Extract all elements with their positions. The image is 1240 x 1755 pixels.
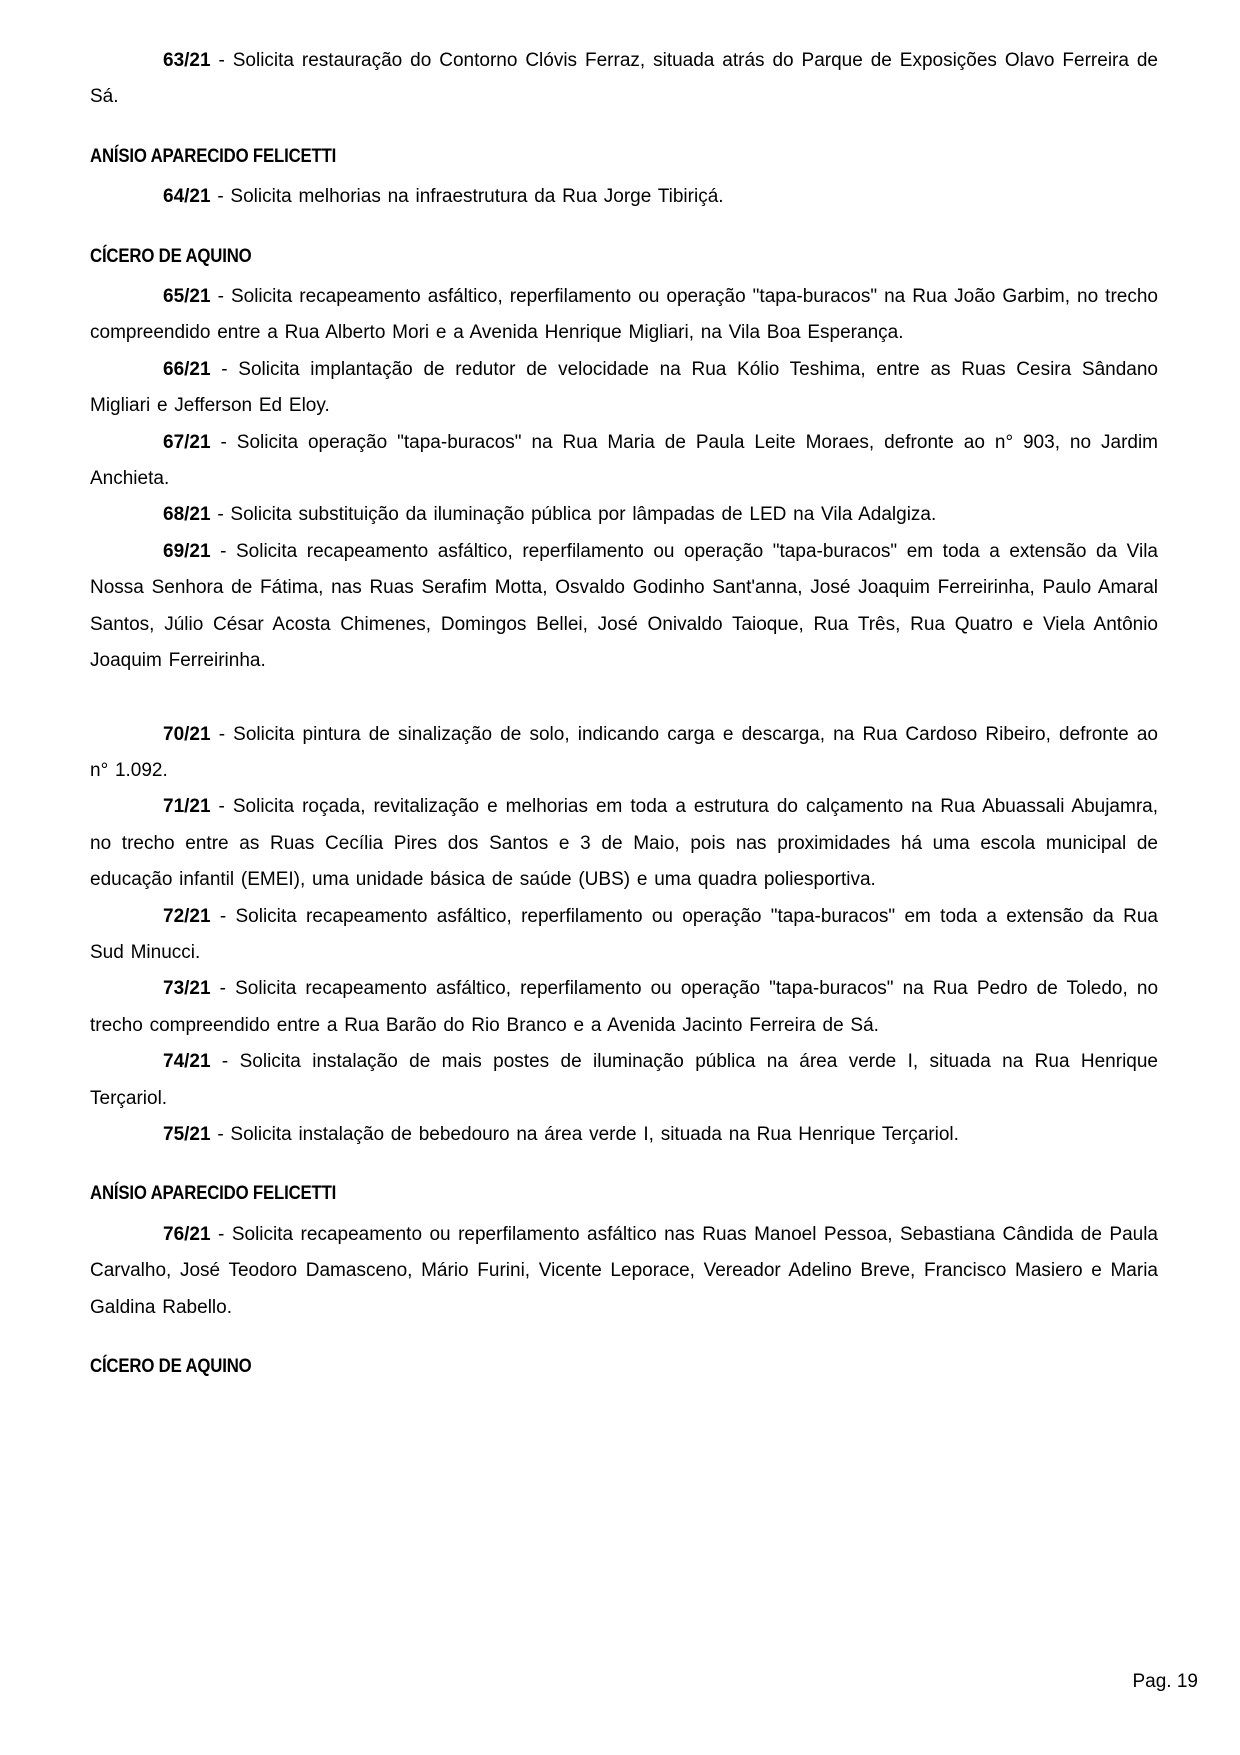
indication-number: 70/21 (163, 723, 211, 745)
author-name: ANÍSIO APARECIDO FELICETTI (90, 144, 337, 167)
indication-68-21 (90, 497, 1158, 533)
indication-74-21 (90, 1044, 1158, 1117)
indication-number: 65/21 (163, 286, 211, 308)
indication-text: - Solicita recapeamento asfáltico, reperfilamento ou operação "tapa-buracos" na Rua Pedro de Toledo, no trecho compreendido entre a Rua Barão do Rio Branco e a Avenida Jacinto Ferreira de Sá. (90, 978, 1159, 1036)
indication-text: - Solicita recapeamento asfáltico, reperfilamento ou operação "tapa-buracos" na Rua João Garbim, no trecho compreendido entre a Rua Alberto Mori e a Avenida Henrique Migliari, na Vila Boa Esperança. (90, 286, 1158, 344)
indication-70-21 (90, 717, 1158, 790)
indication-text: - Solicita pintura de sinalização de solo, indicando carga e descarga, na Rua Cardoso Ribeiro, defronte ao n° 1.092. (90, 723, 1158, 781)
indication-text: - Solicita operação "tapa-buracos" na Rua Maria de Paula Leite Moraes, defronte ao n° 903, no Jardim Anchieta. (90, 431, 1159, 490)
indication-73-21 (90, 971, 1158, 1044)
indication-71-21 (90, 789, 1158, 898)
indication-number: 66/21 (163, 358, 211, 380)
indication-text: - Solicita restauração do Contorno Clóvis Ferraz, situada atrás do Parque de Exposições Olavo Ferreira de Sá. (90, 50, 1158, 108)
page-number: Pag. 19 (1132, 1671, 1198, 1692)
indication-text: - Solicita substituição da iluminação pública por lâmpadas de LED na Vila Adalgiza. (217, 504, 937, 526)
indication-number: 71/21 (163, 796, 211, 818)
indication-67-21 (90, 425, 1158, 498)
author-name: CÍCERO DE AQUINO (90, 1355, 252, 1377)
indication-66-21 (90, 352, 1158, 425)
indication-text: - Solicita instalação de mais postes de iluminação pública na área verde I, situada na Rua Henrique Terçariol. (90, 1051, 1158, 1109)
author-heading-cicero-de-aquino-2 (90, 1348, 1158, 1384)
author-heading-anisio-aparecido-felicetti (90, 138, 1158, 174)
indication-text: - Solicita recapeamento asfáltico, reperfilamento ou operação "tapa-buracos" em toda a extensão da Vila Nossa Senhora de Fátima, nas Ruas Serafim Motta, Osvaldo Godinho Sant'anna, José Joaquim Ferreirinha, Paulo Amaral Santos, Júlio César Acosta Chimenes, Domingos Bellei, José Onivaldo Taioque, Rua Três, Rua Quatro e Viela Antônio Joaquim Ferreirinha. (90, 540, 1158, 672)
indication-number: 69/21 (163, 540, 211, 562)
indication-number: 63/21 (163, 50, 211, 71)
indication-text: - Solicita recapeamento asfáltico, reperfilamento ou operação "tapa-buracos" em toda a extensão da Rua Sud Minucci. (90, 905, 1158, 963)
blank-line-spacer (90, 680, 1158, 717)
indication-64-21 (90, 179, 1158, 215)
indication-75-21 (90, 1117, 1158, 1153)
indication-number: 72/21 (163, 905, 211, 927)
indication-text: - Solicita melhorias na infraestrutura da Rua Jorge Tibiriçá. (217, 186, 724, 208)
indication-number: 68/21 (163, 504, 211, 526)
indication-number: 73/21 (163, 978, 211, 1000)
author-heading-anisio-aparecido-felicetti-2 (90, 1175, 1158, 1211)
indication-72-21 (90, 899, 1158, 972)
indication-text: - Solicita roçada, revitalização e melhorias em toda a estrutura do calçamento na Rua Abuassali Abujamra, no trecho entre as Ruas Cecília Pires dos Santos e 3 de Maio, pois nas proximidades há uma escola municipal de educação infantil (EMEI), uma unidade básica de saúde (UBS) e uma quadra poliesportiva. (90, 796, 1158, 891)
indication-number: 76/21 (163, 1223, 211, 1245)
indication-text: - Solicita instalação de bebedouro na área verde I, situada na Rua Henrique Terçariol. (217, 1123, 959, 1145)
author-name: ANÍSIO APARECIDO FELICETTI (90, 1182, 337, 1205)
indication-number: 64/21 (163, 186, 211, 208)
indication-63-21 (90, 43, 1158, 116)
indication-text: - Solicita recapeamento ou reperfilamento asfáltico nas Ruas Manoel Pessoa, Sebastiana Cândida de Paula Carvalho, José Teodoro Damasceno, Mário Furini, Vicente Leporace, Vereador Adelino Breve, Francisco Masiero e Maria Galdina Rabello. (90, 1223, 1159, 1318)
indication-69-21 (90, 534, 1158, 680)
indication-65-21 (90, 279, 1158, 352)
indication-text: - Solicita implantação de redutor de velocidade na Rua Kólio Teshima, entre as Ruas Cesira Sândano Migliari e Jefferson Ed Eloy. (90, 358, 1158, 417)
indication-number: 67/21 (163, 431, 211, 453)
author-name: CÍCERO DE AQUINO (90, 244, 252, 267)
indication-number: 75/21 (163, 1123, 211, 1145)
author-heading-cicero-de-aquino (90, 238, 1158, 274)
indication-76-21 (90, 1217, 1158, 1326)
indication-number: 74/21 (163, 1051, 211, 1073)
